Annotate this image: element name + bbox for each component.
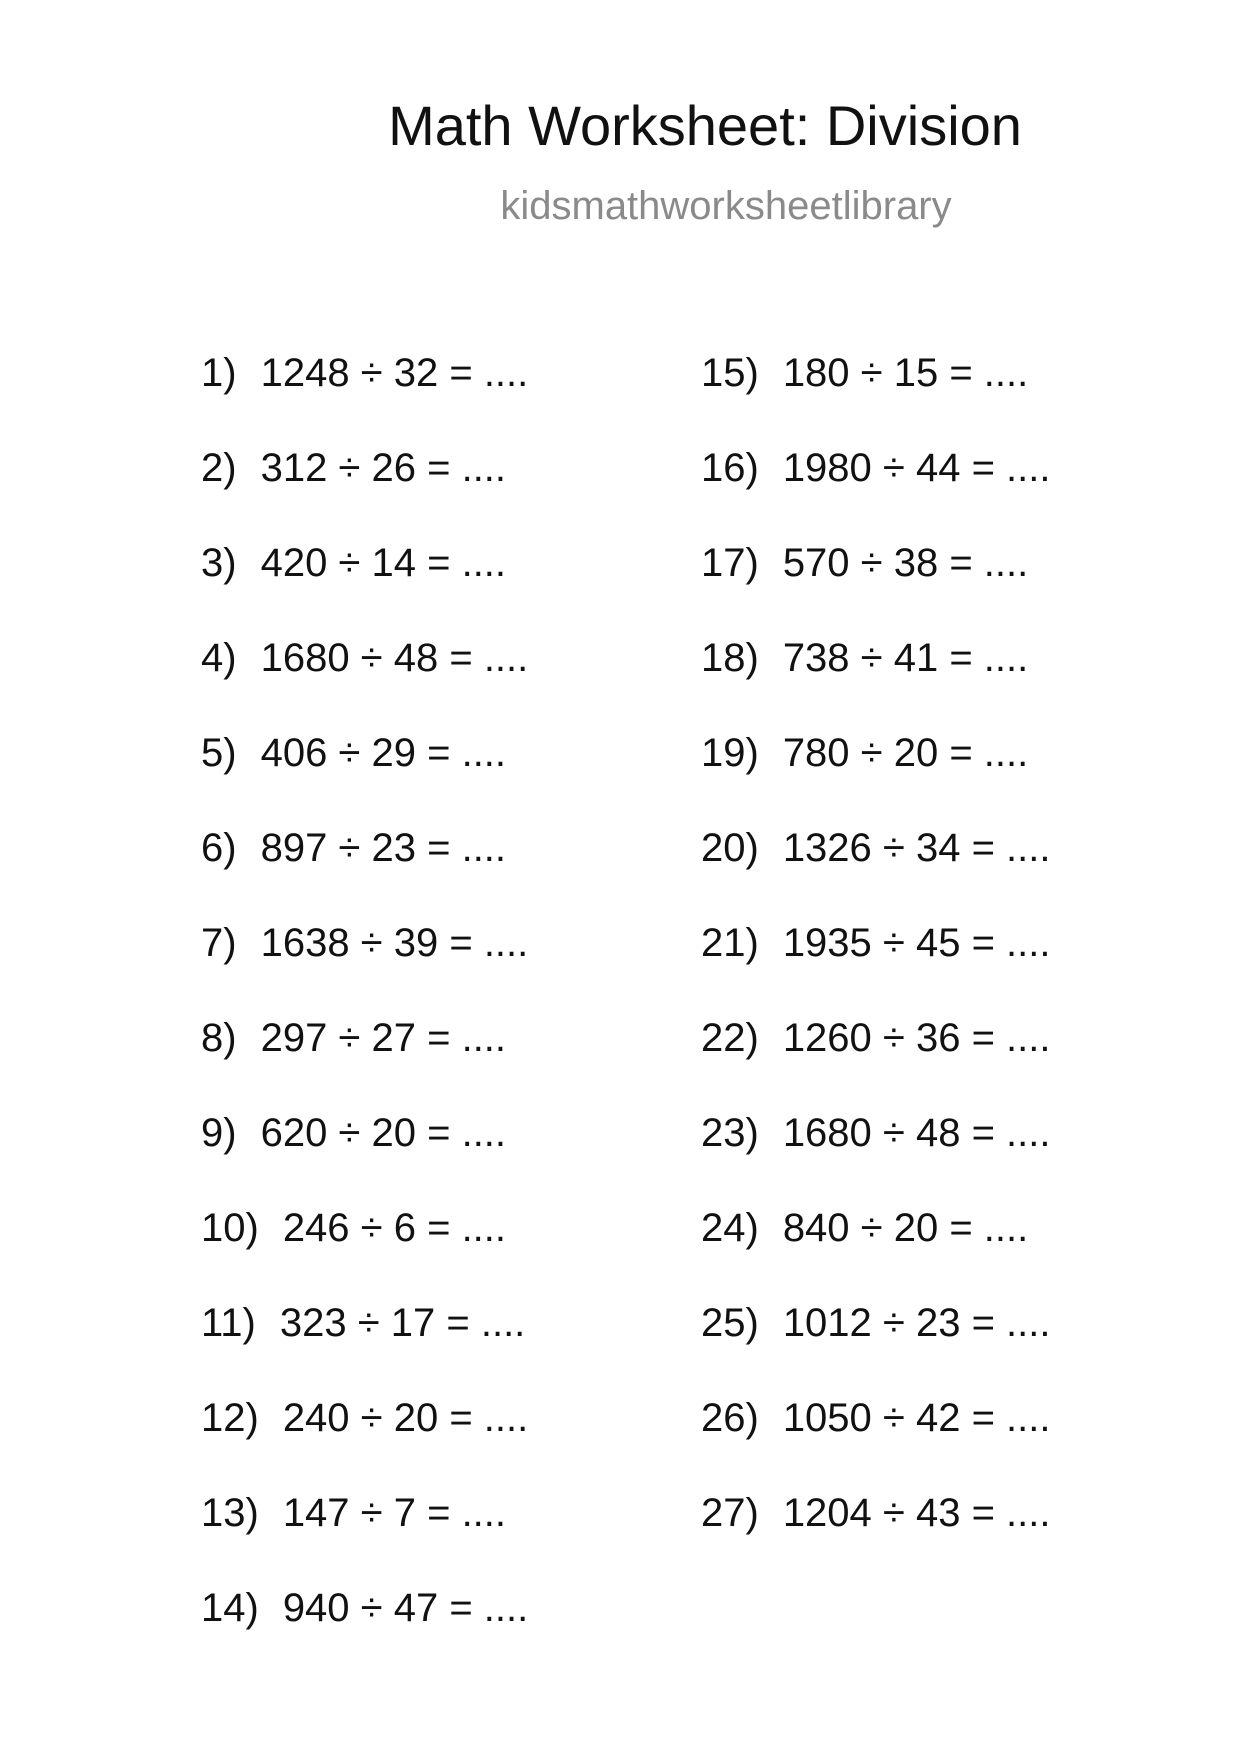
problem-expression: 840 ÷ 20 = .... <box>782 1206 1029 1250</box>
problem-23 <box>701 1110 1051 1205</box>
problem-number: 2) <box>201 446 237 490</box>
page-title: Math Worksheet: Division <box>388 94 1022 157</box>
problem-number: 17) <box>701 541 759 585</box>
problem-number: 4) <box>201 636 237 680</box>
problem-16 <box>701 445 1051 540</box>
problem-26 <box>701 1395 1051 1490</box>
problem-number: 24) <box>701 1206 759 1250</box>
problem-number: 6) <box>201 826 237 870</box>
problem-expression: 897 ÷ 23 = .... <box>260 826 507 870</box>
problem-expression: 246 ÷ 6 = .... <box>282 1206 507 1250</box>
right-problem-column <box>701 350 1051 1585</box>
problem-number: 25) <box>701 1301 759 1345</box>
problem-expression: 1248 ÷ 32 = .... <box>260 351 529 395</box>
problem-number: 5) <box>201 731 237 775</box>
problem-13 <box>201 1490 528 1585</box>
problem-number: 12) <box>201 1396 259 1440</box>
problem-5 <box>201 730 528 825</box>
problem-number: 16) <box>701 446 759 490</box>
problem-number: 21) <box>701 921 759 965</box>
problem-expression: 1680 ÷ 48 = .... <box>782 1111 1051 1155</box>
problem-2 <box>201 445 528 540</box>
problem-24 <box>701 1205 1051 1300</box>
problem-number: 8) <box>201 1016 237 1060</box>
problem-expression: 1638 ÷ 39 = .... <box>260 921 529 965</box>
problem-number: 23) <box>701 1111 759 1155</box>
problem-expression: 780 ÷ 20 = .... <box>782 731 1029 775</box>
problem-number: 22) <box>701 1016 759 1060</box>
problem-expression: 1680 ÷ 48 = .... <box>260 636 529 680</box>
problem-expression: 1980 ÷ 44 = .... <box>782 446 1051 490</box>
problem-6 <box>201 825 528 920</box>
problem-10 <box>201 1205 528 1300</box>
problem-21 <box>701 920 1051 1015</box>
problem-number: 7) <box>201 921 237 965</box>
problem-3 <box>201 540 528 635</box>
problem-20 <box>701 825 1051 920</box>
problem-number: 20) <box>701 826 759 870</box>
problem-8 <box>201 1015 528 1110</box>
problem-expression: 180 ÷ 15 = .... <box>782 351 1029 395</box>
problem-expression: 1204 ÷ 43 = .... <box>782 1491 1051 1535</box>
problem-7 <box>201 920 528 1015</box>
problem-number: 9) <box>201 1111 237 1155</box>
problem-expression: 420 ÷ 14 = .... <box>260 541 507 585</box>
page-subtitle: kidsmathworksheetlibrary <box>500 184 952 228</box>
problem-11 <box>201 1300 528 1395</box>
problem-number: 19) <box>701 731 759 775</box>
problem-number: 15) <box>701 351 759 395</box>
problem-12 <box>201 1395 528 1490</box>
problem-15 <box>701 350 1051 445</box>
left-problem-column <box>201 350 528 1680</box>
problem-expression: 570 ÷ 38 = .... <box>782 541 1029 585</box>
problem-expression: 1260 ÷ 36 = .... <box>782 1016 1051 1060</box>
problem-number: 3) <box>201 541 237 585</box>
problem-19 <box>701 730 1051 825</box>
problem-4 <box>201 635 528 730</box>
problem-17 <box>701 540 1051 635</box>
problem-number: 18) <box>701 636 759 680</box>
problem-expression: 406 ÷ 29 = .... <box>260 731 507 775</box>
problem-expression: 147 ÷ 7 = .... <box>282 1491 507 1535</box>
problem-expression: 297 ÷ 27 = .... <box>260 1016 507 1060</box>
problem-number: 1) <box>201 351 237 395</box>
problem-number: 27) <box>701 1491 759 1535</box>
problem-number: 11) <box>201 1301 256 1345</box>
problem-27 <box>701 1490 1051 1585</box>
problem-25 <box>701 1300 1051 1395</box>
problem-expression: 620 ÷ 20 = .... <box>260 1111 507 1155</box>
problem-number: 14) <box>201 1586 259 1630</box>
problem-expression: 312 ÷ 26 = .... <box>260 446 507 490</box>
problem-1 <box>201 350 528 445</box>
problem-expression: 323 ÷ 17 = .... <box>279 1301 526 1345</box>
problem-expression: 1012 ÷ 23 = .... <box>782 1301 1051 1345</box>
problem-expression: 738 ÷ 41 = .... <box>782 636 1029 680</box>
problem-expression: 1326 ÷ 34 = .... <box>782 826 1051 870</box>
problem-expression: 240 ÷ 20 = .... <box>282 1396 529 1440</box>
problem-number: 26) <box>701 1396 759 1440</box>
problem-expression: 940 ÷ 47 = .... <box>282 1586 529 1630</box>
problem-14 <box>201 1585 528 1680</box>
problem-9 <box>201 1110 528 1205</box>
problem-expression: 1935 ÷ 45 = .... <box>782 921 1051 965</box>
problem-expression: 1050 ÷ 42 = .... <box>782 1396 1051 1440</box>
problem-18 <box>701 635 1051 730</box>
problem-number: 13) <box>201 1491 259 1535</box>
problem-22 <box>701 1015 1051 1110</box>
problem-number: 10) <box>201 1206 259 1250</box>
